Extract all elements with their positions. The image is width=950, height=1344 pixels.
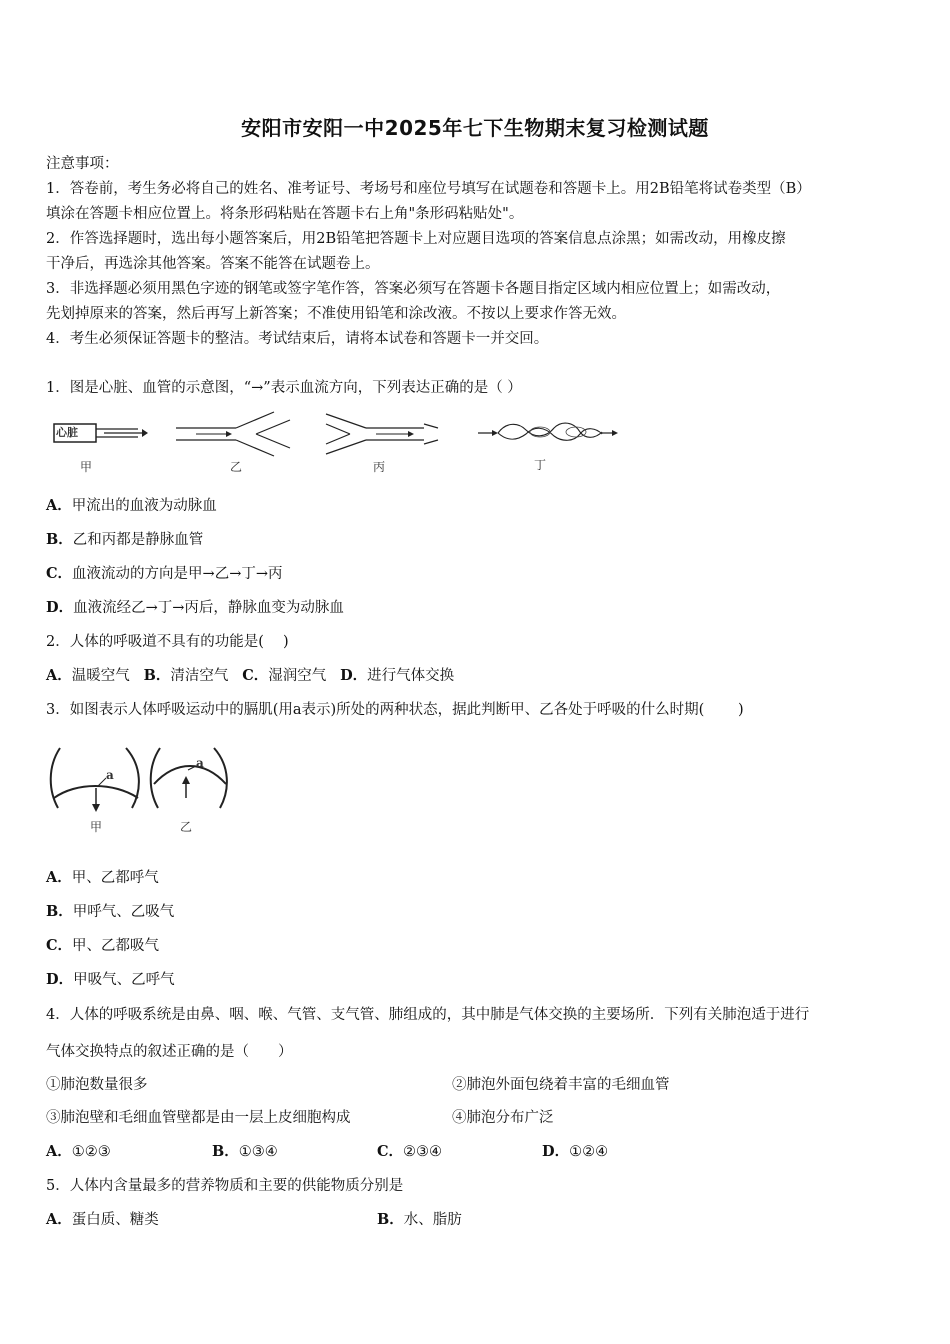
q3-stem: 3．如图表示人体呼吸运动中的膈肌(用a表示)所处的两种状态，据此判断甲、乙各处于呼吸的什么时期( ) [46,702,744,718]
label-bing: 丙 [373,460,386,474]
heart-label: 心脏 [56,426,78,439]
q1-option-d: D．血液流经乙→丁→丙后，静脉血变为动脉血 [46,599,344,616]
label-jia: 甲 [90,820,103,834]
q1-figure [46,408,626,476]
q5-option-a: A．蛋白质、糖类 [46,1211,159,1228]
label-yi: 乙 [180,820,193,834]
q3-option-a: A．甲、乙都呼气 [46,869,159,886]
q1-stem: 1．图是心脏、血管的示意图，“→”表示血流方向，下列表达正确的是（ ） [46,380,522,396]
q4-item-3: ③肺泡壁和毛细血管壁都是由一层上皮细胞构成 [46,1110,351,1126]
q5-option-b: B．水、脂肪 [377,1211,462,1228]
notice-line: 3．非选择题必须用黑色字迹的钢笔或签字笔作答，答案必须写在答题卡各题目指定区域内相应位置上；如需改动， [46,281,781,297]
q1-option-b: B．乙和丙都是静脉血管 [46,531,204,548]
q3-option-b: B．甲呼气、乙吸气 [46,903,175,920]
q1-option-c: C．血液流动的方向是甲→乙→丁→丙 [46,565,283,582]
notice-line: 先划掉原来的答案，然后再写上新答案；不准使用铅笔和涂改液。不按以上要求作答无效。 [46,306,626,322]
notice-line: 1．答卷前，考生务必将自己的姓名、准考证号、考场号和座位号填写在试题卷和答题卡上。用2B铅笔将试卷类型（B） [46,181,811,197]
diaphragm-diagram [46,738,236,834]
notice-line: 4．考生必须保证答题卡的整洁。考试结束后，请将本试卷和答题卡一并交回。 [46,331,549,347]
notice-line: 填涂在答题卡相应位置上。将条形码粘贴在答题卡右上角"条形码粘贴处"。 [46,206,524,222]
q2-stem: 2．人体的呼吸道不具有的功能是( ) [46,634,289,650]
q4-stem-line1: 4．人体的呼吸系统是由鼻、咽、喉、气管、支气管、肺组成的，其中肺是气体交换的主要场所．下列有关肺泡适于进行 [46,1007,810,1023]
label-a-yi: a [196,756,204,770]
label-a-jia: a [106,768,114,782]
label-jia: 甲 [80,460,93,474]
label-yi: 乙 [230,460,243,474]
q4-option-b: B．①③④ [212,1143,278,1160]
q2-options: A．温暖空气 B．清洁空气 C．湿润空气 D．进行气体交换 [46,667,455,684]
q3-option-c: C．甲、乙都吸气 [46,937,160,954]
q4-item-4: ④肺泡分布广泛 [452,1110,554,1126]
q4-option-d: D．①②④ [542,1143,609,1160]
q4-stem-line2: 气体交换特点的叙述正确的是（ ） [46,1044,293,1060]
q3-figure [46,738,236,834]
label-ding: 丁 [534,458,547,472]
notice-heading: 注意事项： [46,156,119,172]
q4-item-2: ②肺泡外面包绕着丰富的毛细血管 [452,1077,670,1093]
q1-option-a: A．甲流出的血液为动脉血 [46,497,217,514]
q3-option-d: D．甲吸气、乙呼气 [46,971,175,988]
notice-line: 干净后，再选涂其他答案。答案不能答在试题卷上。 [46,256,380,272]
notice-line: 2．作答选择题时，选出每小题答案后，用2B铅笔把答题卡上对应题目选项的答案信息点涂黑；如需改动，用橡皮擦 [46,231,786,247]
q4-option-c: C．②③④ [377,1143,443,1160]
q5-stem: 5．人体内含量最多的营养物质和主要的供能物质分别是 [46,1178,404,1194]
q4-option-a: A．①②③ [46,1143,111,1160]
page-title: 安阳市安阳一中2025年七下生物期末复习检测试题 [241,116,709,140]
q4-item-1: ①肺泡数量很多 [46,1077,148,1093]
